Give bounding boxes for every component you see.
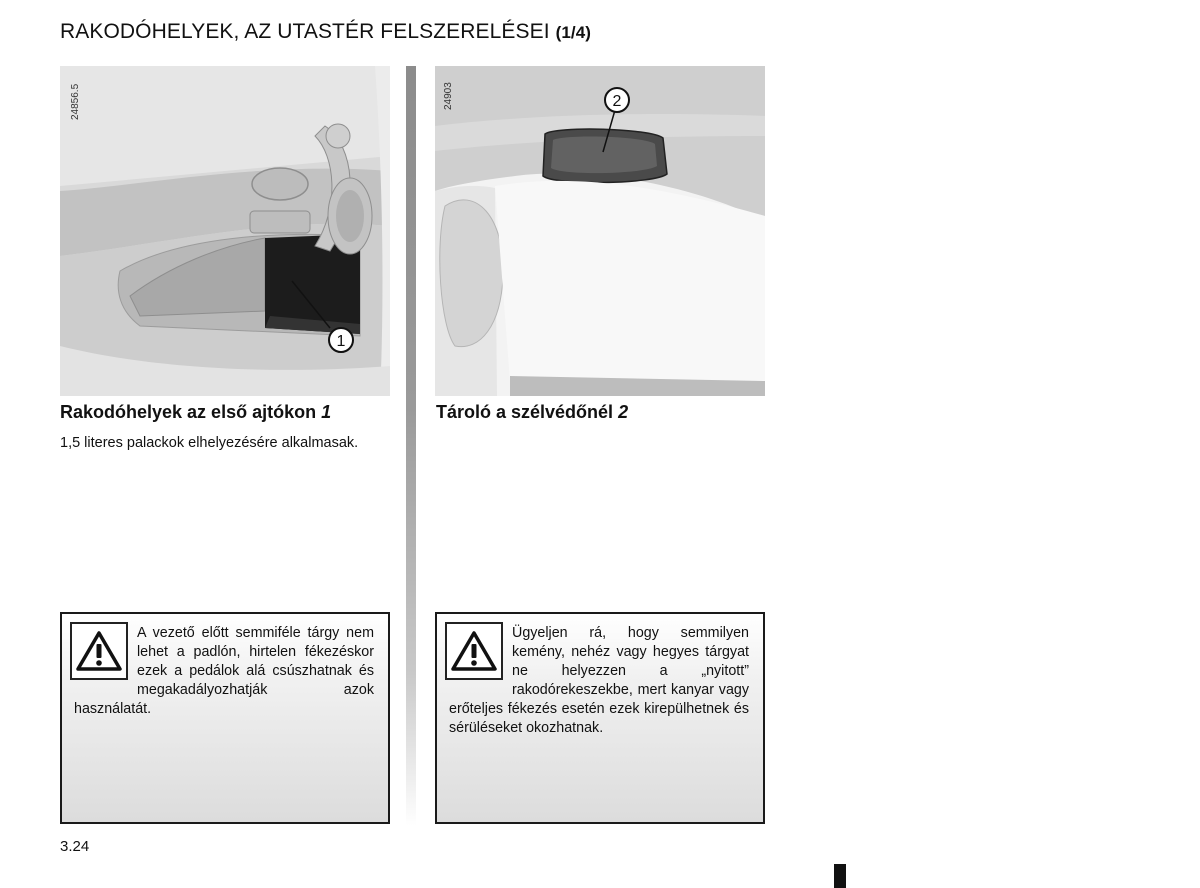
- section-heading-text: Rakodóhelyek az első ajtókon: [60, 402, 317, 422]
- warning-text: Ügyeljen rá, hogy semmilyen kemény, nehéz vagy hegyes tárgyat ne helyezzen a „nyitott” rakodórekeszekbe, mert kanyar vagy erőteljes fékezés esetén ezek kirepülhetnek és sérüléseket okozhatnak.: [449, 625, 749, 736]
- section-heading-number: 1: [321, 402, 332, 422]
- section-heading-number: 2: [618, 402, 629, 422]
- warning-triangle-icon: [445, 622, 503, 680]
- section-heading-windscreen-storage: [436, 402, 628, 423]
- callout-2-label: 2: [612, 93, 622, 110]
- figure-ref-number: 24856.5: [70, 83, 81, 120]
- page-edge-marker: [834, 864, 846, 888]
- door-storage-illustration: [60, 66, 390, 396]
- warning-box-pedals: [60, 612, 390, 824]
- column-divider: [406, 66, 416, 826]
- warning-triangle-icon: [70, 622, 128, 680]
- warning-box-open-compartments: [435, 612, 765, 824]
- page-title-part: (1/4): [555, 23, 592, 42]
- figure-ref-number: 24903: [443, 82, 454, 110]
- door-storage-description: 1,5 literes palackok elhelyezésére alkalmasak.: [60, 435, 359, 451]
- section-heading-door-storage: [60, 402, 331, 423]
- page-number: 3.24: [60, 838, 90, 855]
- windscreen-storage-drawing: [435, 66, 765, 396]
- page-title: [60, 20, 591, 44]
- section-heading-text: Tároló a szélvédőnél: [436, 402, 614, 422]
- door-storage-drawing: [60, 66, 390, 396]
- callout-1-label: 1: [336, 333, 346, 350]
- page-title-text: RAKODÓHELYEK, AZ UTASTÉR FELSZERELÉSEI: [60, 20, 550, 43]
- windscreen-storage-illustration: [435, 66, 765, 396]
- warning-text: A vezető előtt semmiféle tárgy nem lehet a padlón, hirtelen fékezéskor ezek a pedálok alá csúszhatnak és megakadályozhatják azok használatát.: [74, 625, 374, 717]
